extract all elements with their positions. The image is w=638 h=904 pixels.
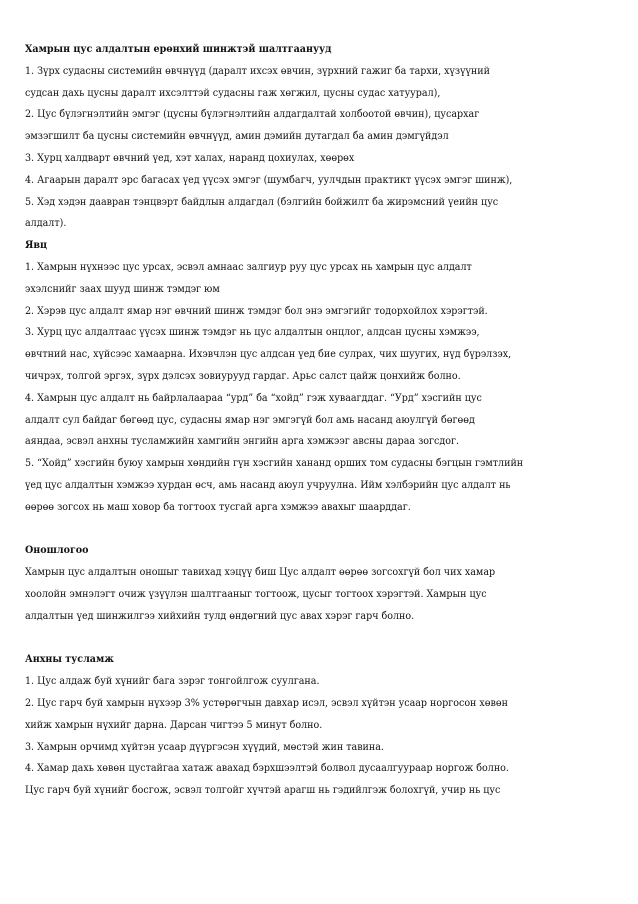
paragraph-line: хийж хамрын нүхийг дарна. Дарсан чигтээ 5 минут болно. — [25, 718, 323, 731]
paragraph-line: үед цус алдалтын хэмжээ хурдан өсч, амь насанд аюул учруулна. Ийм хэлбэрийн цус алдалт нь — [25, 478, 511, 491]
blank-line — [25, 519, 620, 541]
paragraph-line: Хамрын цус алдалтын оношыг тавихад хэцүү биш Цус алдалт өөрөө зогсохгүй бол чих хамар — [25, 566, 496, 579]
paragraph-line: судсан дахь цусны даралт ихсэлттэй судасны гаж хөгжил, цусны судас хатуурал), — [25, 86, 441, 99]
paragraph-line: аяндаа, эсвэл анхны тусламжийн хамгийн энгийн арга хэмжээг авсны дараа зогсдог. — [25, 435, 459, 448]
section-heading: Явц — [25, 239, 48, 252]
paragraph-line: 2. Хэрэв цус алдалт ямар нэг өвчний шинж тэмдэг бол энэ эмгэгийг тодорхойлох хэрэгтэй. — [25, 304, 488, 317]
paragraph-line: алдалт сул байдаг бөгөөд цус, судасны ямар нэг эмгэгүй бол амь насанд аюулгүй бөгөөд — [25, 413, 475, 426]
paragraph-line: хоолойн эмнэлэгт очиж үзүүлэн шалтгааныг тогтоож, цусыг тогтоох хэрэгтэй. Хамрын цус — [25, 587, 487, 600]
paragraph-line: эхэлснийг заах шууд шинж тэмдэг юм — [25, 282, 220, 295]
paragraph-line: өөрөө зогсох нь маш ховор ба тогтоох тусгай арга хэмжээ авахыг шаарддаг. — [25, 500, 411, 513]
paragraph-line: 3. Хурц халдварт өвчний үед, хэт халах, наранд цохиулах, хөөрөх — [25, 151, 355, 164]
section-course — [25, 235, 620, 518]
paragraph-line: чичрэх, толгой эргэх, зүрх дэлсэх зовиурууд гардаг. Арьс салст цайж цонхийж болно. — [25, 369, 461, 382]
paragraph-line: 1. Хамрын нүхнээс цус урсах, эсвэл амнаас залгиур руу цус урсах нь хамрын цус алдалт — [25, 260, 472, 273]
paragraph-line: өвчтний нас, хүйсээс хамаарна. Ихэвчлэн цус алдсан үед бие сулрах, чих шуугих, нүд бүрэлзэх, — [25, 348, 512, 361]
paragraph-line: 3. Хамрын орчимд хүйтэн усаар дүүргэсэн хүүдий, мөстэй жин тавина. — [25, 740, 384, 753]
paragraph-line: 1. Зүрх судасны системийн өвчнүүд (даралт ихсэх өвчин, зүрхний гажиг ба тархи, хүзүүний — [25, 64, 490, 77]
section-first-aid — [25, 649, 620, 802]
paragraph-line: 4. Хамар дахь хөвөн цустайгаа хатаж авахад бэрхшээлтэй болвол дусаалгуураар норгож болно. — [25, 762, 509, 775]
paragraph-line: 1. Цус алдаж буй хүнийг бага зэрэг тонгойлгож суулгана. — [25, 675, 320, 688]
paragraph-line: Цус гарч буй хүнийг босгож, эсвэл толгойг хүчтэй арагш нь гэдийлгэж болохгүй, учир нь цус — [25, 784, 501, 797]
paragraph-line: алдалтын үед шинжилгээ хийхийн тулд өндөгний цус авах хэрэг гарч болно. — [25, 609, 415, 622]
paragraph-line: 3. Хурц цус алдалтаас үүсэх шинж тэмдэг нь цус алдалтын онцлог, алдсан цусны хэмжээ, — [25, 326, 480, 339]
document-page — [25, 39, 620, 802]
paragraph-line: 2. Цус бүлэгнэлтийн эмгэг (цусны бүлэгнэлтийн алдагдалтай холбоотой өвчин), цусархаг — [25, 108, 480, 121]
paragraph-line: 2. Цус гарч буй хамрын нүхээр 3% устөрөгчын давхар исэл, эсвэл хүйтэн усаар норгосон хөвөн — [25, 696, 508, 709]
paragraph-line: алдалт). — [25, 217, 67, 230]
section-heading: Оношлогоо — [25, 544, 89, 557]
paragraph-line: эмзэгшилт ба цусны системийн өвчнүүд, амин дэмийн дутагдал ба амин дэмгүйдэл — [25, 130, 449, 143]
paragraph-line: 5. Хэд хэдэн даавран тэнцвэрт байдлын алдагдал (бэлгийн бойжилт ба жирэмсний үеийн цус — [25, 195, 499, 208]
section-heading: Анхны тусламж — [25, 653, 114, 666]
paragraph-line: 5. “Хойд” хэсгийн буюу хамрын хөндийн гүн хэсгийн хананд орших том судасны бэгцын гэмтлийн — [25, 457, 524, 470]
section-diagnosis — [25, 540, 620, 627]
section-causes — [25, 39, 620, 235]
blank-line — [25, 628, 620, 650]
paragraph-line: 4. Хамрын цус алдалт нь байрлалаараа “урд” ба “хойд” гэж хуваагддаг. “Урд” хэсгийн цус — [25, 391, 482, 404]
paragraph-line: 4. Агаарын даралт эрс багасах үед үүсэх эмгэг (шумбагч, уулчдын практикт үүсэх эмгэг шинж), — [25, 173, 513, 186]
section-heading: Хамрын цус алдалтын ерөнхий шинжтэй шалтгаанууд — [25, 43, 332, 55]
